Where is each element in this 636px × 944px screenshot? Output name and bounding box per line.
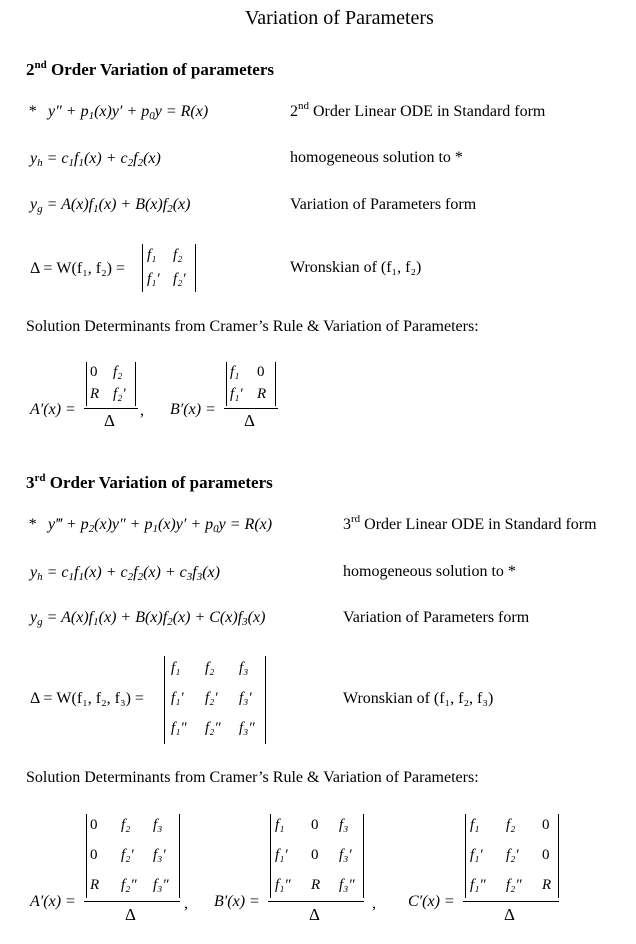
wronskian-2-determinant: f₁ f₂ f₁′ f₂′ (142, 244, 196, 292)
heading-text: Order Variation of parameters (51, 60, 275, 79)
wronskian-2-description: Wronskian of (f₁, f₂) (290, 259, 422, 276)
homogeneous-2-description: homogeneous solution to * (290, 149, 463, 166)
page-title: Variation of Parameters (245, 7, 434, 29)
heading-ordinal: nd (34, 59, 47, 71)
C-prime-3-label: C′(x) = (408, 893, 455, 910)
B-prime-2-denominator: Δ (244, 411, 255, 430)
C-prime-3-determinant: f₁ f₂ 0 f₁′ f₂′ 0 f₁″ f₂″ R (465, 814, 559, 898)
A-prime-3-determinant: 0 f₂ f₃ 0 f₂′ f₃′ R f₂″ f₃″ (86, 814, 180, 898)
B-prime-3-fraction-bar (268, 901, 364, 902)
comma: , (184, 895, 188, 912)
cramer-2-heading: Solution Determinants from Cramer’s Rule & Variation of Parameters: (26, 318, 479, 335)
comma: , (140, 402, 144, 419)
section-3-heading: 3rd Order Variation of parameters (26, 472, 273, 492)
B-prime-3-determinant: f₁ 0 f₃ f₁′ 0 f₃′ f₁″ R f₃″ (270, 814, 364, 898)
A-prime-2-label: A′(x) = (30, 401, 76, 418)
A-prime-3-fraction-bar (84, 901, 180, 902)
A-prime-2-determinant: 0 f₂ R f₂′ (86, 362, 136, 406)
ode-3-equation: * y‴ + $p_2(x)y'' + p_1(x)y' + p_0y = R(x)$ (28, 516, 273, 535)
vop-3-equation: $y_g = A(x)f_1(x) + B(x)f_2(x) + C(x)f_3(x)$ (30, 609, 266, 628)
homogeneous-3-equation: $y_h = c_1f_1(x) + c_2f_2(x) + c_3f_3(x)$ (30, 564, 220, 583)
B-prime-2-determinant: f₁ 0 f₁′ R (226, 362, 276, 406)
B-prime-2-label: B′(x) = (170, 401, 216, 418)
ode-3-description: 3rd Order Linear ODE in Standard form (343, 513, 597, 533)
ode-2-description: 2nd Order Linear ODE in Standard form (290, 100, 546, 120)
vop-3-description: Variation of Parameters form (343, 609, 530, 626)
B-prime-3-denominator: Δ (309, 905, 320, 924)
wronskian-3-lhs: Δ = W(f₁, f₂, f₃) = (30, 690, 144, 707)
vop-2-equation: $y_g = A(x)f_1(x) + B(x)f_2(x)$ (30, 196, 191, 215)
homogeneous-3-description: homogeneous solution to * (343, 563, 516, 580)
A-prime-2-denominator: Δ (104, 411, 115, 430)
B-prime-3-label: B′(x) = (214, 893, 260, 910)
homogeneous-2-equation: $y_h = c_1f_1(x) + c_2f_2(x)$ (30, 150, 161, 169)
A-prime-3-denominator: Δ (125, 905, 136, 924)
wronskian-2-lhs: Δ = W(f₁, f₂) = (30, 260, 126, 277)
comma: , (372, 895, 376, 912)
vop-2-description: Variation of Parameters form (290, 196, 477, 213)
A-prime-2-fraction-bar (84, 408, 138, 409)
section-2-heading (26, 60, 274, 80)
wronskian-3-determinant: f₁ f₂ f₃ f₁′ f₂′ f₃′ f₁″ f₂″ f₃″ (164, 656, 266, 744)
C-prime-3-denominator: Δ (504, 905, 515, 924)
wronskian-3-description: Wronskian of (f₁, f₂, f₃) (343, 690, 494, 707)
C-prime-3-fraction-bar (463, 901, 559, 902)
A-prime-3-label: A′(x) = (30, 893, 76, 910)
ode-2-equation: * $y'' + p_1(x)y' + p_0y = R(x)$ (28, 103, 209, 122)
heading-number: 2 (26, 60, 35, 79)
cramer-3-heading: Solution Determinants from Cramer’s Rule & Variation of Parameters: (26, 769, 479, 786)
B-prime-2-fraction-bar (224, 408, 278, 409)
